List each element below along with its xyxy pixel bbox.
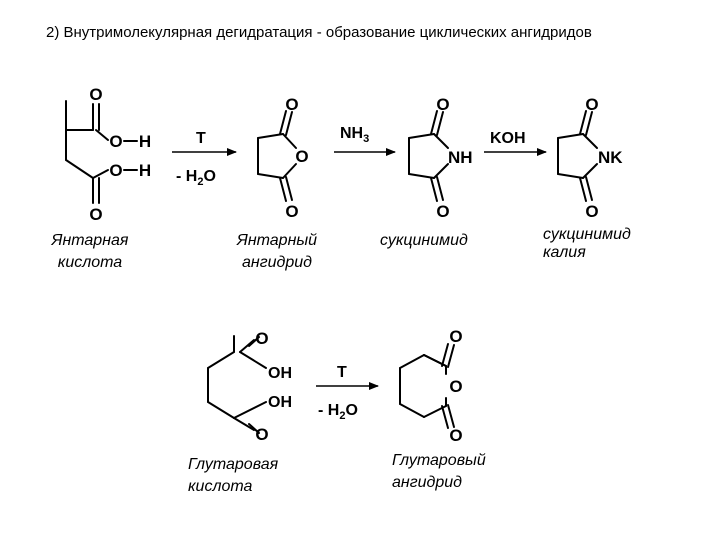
arrow1-water-prefix: - H bbox=[176, 168, 198, 185]
succinimide-caption-line1: сукцинимид bbox=[380, 232, 468, 249]
succinic-acid-oh-top-o: O bbox=[109, 132, 123, 151]
glutaric-acid-oh-bottom: OH bbox=[268, 394, 292, 411]
reaction-arrow-dehydration-2 bbox=[316, 364, 378, 422]
arrow4-water-suffix: O bbox=[345, 402, 358, 419]
potassium-succinimide-o-bottom: O bbox=[585, 202, 599, 221]
arrow2-ammonia-subscript: 3 bbox=[363, 133, 370, 145]
arrow1-temperature-label: T bbox=[196, 130, 206, 147]
glutaric-anhydride-caption bbox=[392, 450, 522, 494]
glutaric-anhydride-caption-line2: ангидрид bbox=[392, 474, 462, 491]
succinic-acid-caption bbox=[40, 230, 140, 274]
glutaric-acid-o-top: O bbox=[255, 329, 269, 348]
glutaric-anhydride-o-ring: O bbox=[449, 377, 463, 396]
succinic-anhydride-o-ring: O bbox=[295, 147, 309, 166]
glutaric-anhydride-caption-line1: Глутаровый bbox=[392, 452, 486, 469]
succinic-acid-structure bbox=[66, 85, 151, 224]
arrow1-water-suffix: O bbox=[203, 168, 216, 185]
succinimide-caption bbox=[380, 230, 500, 252]
arrow3-koh-label: KOH bbox=[490, 130, 526, 147]
succinic-acid-oh-top-h: H bbox=[138, 132, 152, 151]
glutaric-acid-caption-line2: кислота bbox=[188, 478, 253, 495]
reaction-arrow-dehydration-1 bbox=[172, 130, 236, 188]
glutaric-acid-caption-line1: Глутаровая bbox=[188, 456, 279, 473]
glutaric-anhydride-structure bbox=[400, 327, 463, 445]
glutaric-acid-caption bbox=[188, 454, 308, 498]
reaction-arrow-ammonia bbox=[334, 125, 395, 152]
page-title: 2) Внутримолекулярная дегидратация - образование циклических ангидридов bbox=[46, 24, 592, 41]
arrow4-water-subscript: 2 bbox=[339, 410, 346, 422]
potassium-succinimide-nk: NK bbox=[598, 148, 623, 167]
arrow4-water-prefix: - H bbox=[318, 402, 340, 419]
glutaric-acid-oh-top: OH bbox=[268, 365, 292, 382]
succinic-acid-caption-line2: кислота bbox=[57, 254, 123, 271]
succinic-acid-o-top: O bbox=[89, 85, 103, 104]
potassium-succinimide-structure bbox=[558, 95, 623, 221]
potassium-succinimide-caption bbox=[543, 226, 673, 262]
succinimide-o-top: O bbox=[436, 95, 450, 114]
succinic-anhydride-o-top: O bbox=[285, 95, 299, 114]
glutaric-anhydride-o-bottom: O bbox=[449, 426, 463, 445]
succinic-acid-oh-bottom-h: H bbox=[138, 161, 152, 180]
potassium-succinimide-caption-line1: сукцинимид bbox=[543, 226, 631, 243]
glutaric-anhydride-o-top: O bbox=[449, 327, 463, 346]
arrow2-ammonia-label: NH bbox=[340, 125, 364, 142]
succinic-anhydride-o-bottom: O bbox=[285, 202, 299, 221]
succinic-acid-caption-line1: Янтарная bbox=[51, 232, 129, 249]
svg-text:- H2O bbox=[176, 168, 216, 188]
glutaric-acid-structure bbox=[208, 329, 292, 444]
succinic-acid-o-bottom: O bbox=[89, 205, 103, 224]
potassium-succinimide-o-top: O bbox=[585, 95, 599, 114]
succinimide-structure bbox=[409, 95, 473, 221]
svg-text:NH3 bbox=[340, 125, 369, 145]
succinimide-nh: NH bbox=[448, 148, 473, 167]
succinic-anhydride-structure bbox=[258, 95, 309, 221]
succinic-acid-oh-bottom-o: O bbox=[109, 161, 123, 180]
potassium-succinimide-caption-line2: калия bbox=[543, 244, 586, 261]
succinic-anhydride-caption-line2: ангидрид bbox=[242, 254, 312, 271]
succinic-anhydride-caption-line1: Янтарный bbox=[236, 232, 318, 249]
arrow1-water-subscript: 2 bbox=[197, 176, 204, 188]
glutaric-acid-o-bottom: O bbox=[255, 425, 269, 444]
reaction-arrow-koh bbox=[484, 130, 546, 152]
succinimide-o-bottom: O bbox=[436, 202, 450, 221]
arrow4-temperature-label: T bbox=[337, 364, 347, 381]
succinic-anhydride-caption bbox=[222, 230, 332, 274]
svg-text:- H2O bbox=[318, 402, 358, 422]
